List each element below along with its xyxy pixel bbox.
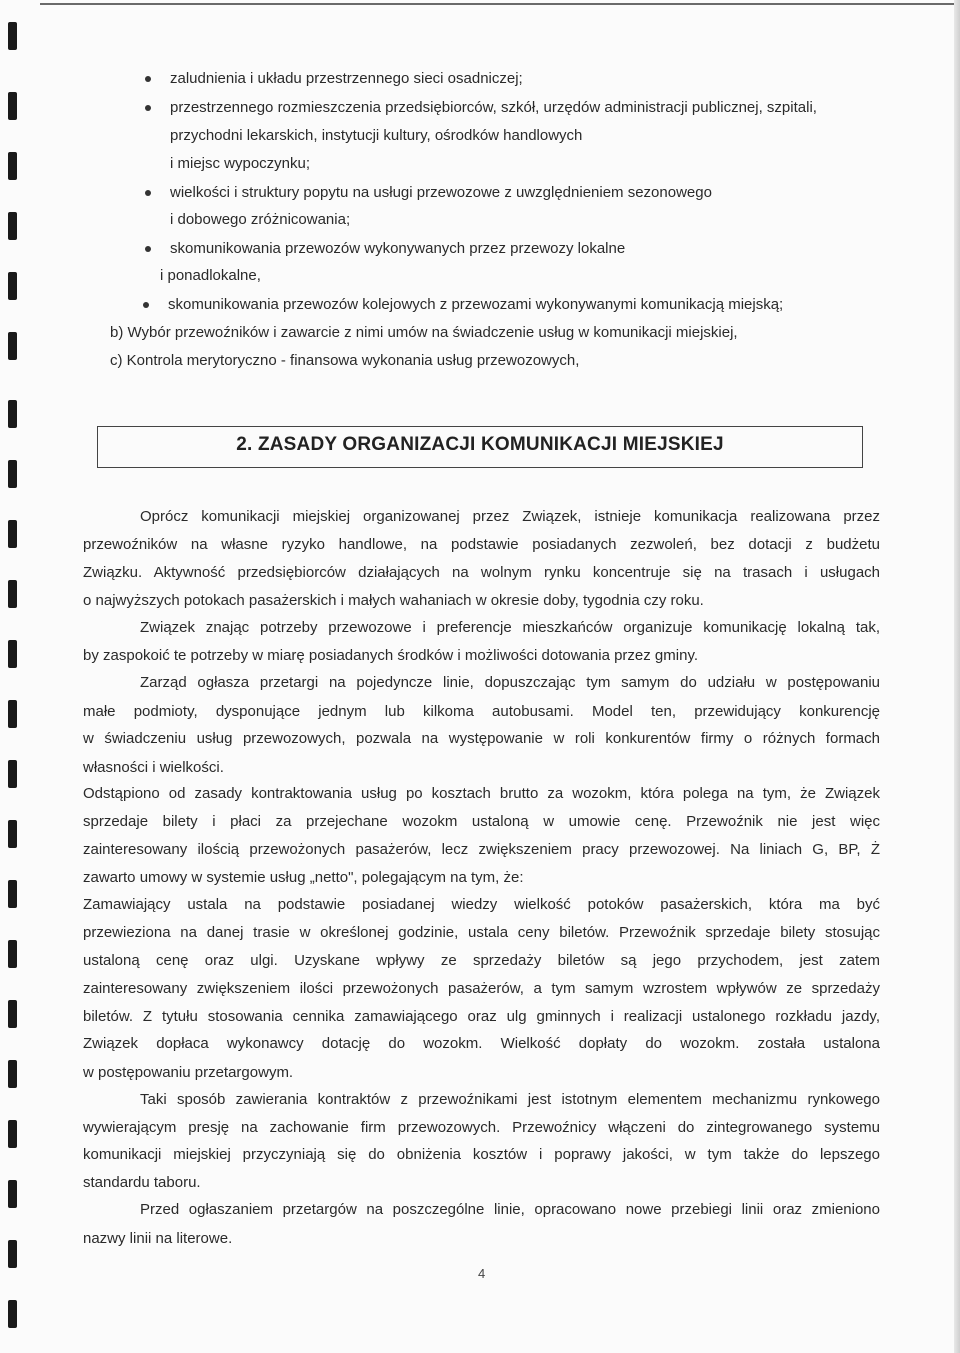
page-edge-shadow xyxy=(954,0,960,1353)
section-heading-box xyxy=(97,426,863,468)
body-line: Oprócz komunikacji miejskiej organizowanej przez Związek, istnieje komunikacja realizowana przez xyxy=(140,508,880,525)
body-line: przewoźników na własne ryzyko handlowe, na podstawie posiadanych zezwoleń, bez dotacji z budżetu xyxy=(83,536,880,553)
body-line: Związku. Aktywność przedsiębiorców działających na wolnym rynku koncentruje się na trasach i usługach xyxy=(83,564,880,581)
binder-hole xyxy=(8,272,17,300)
body-line: sprzedaje bilety i płaci za przejechane wozokm ustaloną w umowie cenę. Przewoźnik nie jest więc xyxy=(83,813,880,830)
bullet-text: zaludnienia i układu przestrzennego sieci osadniczej; xyxy=(170,70,523,87)
binder-hole xyxy=(8,1120,17,1148)
body-line: nazwy linii na literowe. xyxy=(83,1230,233,1247)
binder-hole xyxy=(8,700,17,728)
binder-hole xyxy=(8,460,17,488)
body-line: Związek znając potrzeby przewozowe i preferencje mieszkańców organizuje komunikację lokalną tak, xyxy=(140,619,880,636)
body-line: w postępowaniu przetargowym. xyxy=(83,1064,294,1081)
body-line: Przed ogłaszaniem przetargów na poszczególne linie, opracowano nowe przebiegi linii oraz zmieniono xyxy=(140,1201,880,1218)
binder-hole xyxy=(8,880,17,908)
binder-hole xyxy=(8,580,17,608)
binder-hole xyxy=(8,640,17,668)
page-number: 4 xyxy=(478,1266,486,1281)
body-line: biletów. Z tytułu stosowania cennika zamawiającego oraz ulg gminnych i realizacji ustalonego rozkładu jazdy, xyxy=(83,1008,880,1025)
binder-holes xyxy=(6,0,22,1353)
bullet-text: i dobowego zróżnicowania; xyxy=(170,211,351,228)
bullet-dot xyxy=(145,246,151,252)
binder-hole xyxy=(8,152,17,180)
top-rule xyxy=(40,3,955,5)
bullet-dot xyxy=(145,76,151,82)
body-line: o najwyższych potokach pasażerskich i małych wahaniach w okresie doby, tygodnia czy roku. xyxy=(83,592,704,609)
bullet-dot xyxy=(145,190,151,196)
bullet-dot xyxy=(143,302,149,308)
binder-hole xyxy=(8,1300,17,1328)
list-item-c: c) Kontrola merytoryczno - finansowa wykonania usług przewozowych, xyxy=(110,352,580,369)
binder-hole xyxy=(8,332,17,360)
bullet-text: i ponadlokalne, xyxy=(160,267,261,284)
binder-hole xyxy=(8,22,17,50)
bullet-text: wielkości i struktury popytu na usługi przewozowe z uwzględnieniem sezonowego xyxy=(170,184,712,201)
body-line: Zarząd ogłasza przetargi na pojedyncze linie, dopuszczając tym samym do udziału w postępowaniu xyxy=(140,674,880,691)
binder-hole xyxy=(8,1060,17,1088)
body-line: zawarto umowy w systemie usług „netto", polegającym na tym, że: xyxy=(83,869,524,886)
binder-hole xyxy=(8,92,17,120)
section-heading: 2. ZASADY ORGANIZACJI KOMUNIKACJI MIEJSKIEJ xyxy=(236,434,724,455)
list-item-b: b) Wybór przewoźników i zawarcie z nimi umów na świadczenie usług w komunikacji miejskiej, xyxy=(110,324,738,341)
binder-hole xyxy=(8,820,17,848)
body-line: przewieziona na danej trasie w określonej godzinie, ustala ceny biletów. Przewoźnik sprzedaje bilety stosując xyxy=(83,924,880,941)
body-line: ustaloną cenę oraz ulgi. Uzyskane wpływy ze sprzedaży biletów są jego przychodem, jest zatem xyxy=(83,952,880,969)
body-line: standardu taboru. xyxy=(83,1174,201,1191)
binder-hole xyxy=(8,1000,17,1028)
bullet-dot xyxy=(145,105,151,111)
body-line: wywierającym presję na zachowanie firm przewozowych. Przewoźnicy włączeni do zintegrowanego systemu xyxy=(83,1119,880,1136)
body-line: Odstąpiono od zasady kontraktowania usług po kosztach brutto za wozokm, która polega na tym, że Związek xyxy=(83,785,880,802)
binder-hole xyxy=(8,1240,17,1268)
body-line: w świadczeniu usług przewozowych, pozwala na występowanie w roli konkurentów firmy o różnych formach xyxy=(83,730,880,747)
body-line: Taki sposób zawierania kontraktów z przewoźnikami jest istotnym elementem mechanizmu rynkowego xyxy=(140,1091,880,1108)
bullet-text: przestrzennego rozmieszczenia przedsiębiorców, szkół, urzędów administracji publicznej, szpitali, xyxy=(170,99,817,116)
binder-hole xyxy=(8,400,17,428)
bullet-text: przychodni lekarskich, instytucji kultury, ośrodków handlowych xyxy=(170,127,583,144)
body-line: małe podmioty, dysponujące jednym lub kilkoma autobusami. Model ten, przewidujący konkurencję xyxy=(83,703,880,720)
binder-hole xyxy=(8,760,17,788)
body-line: zainteresowany ilością przewożonych pasażerów, lecz zwiększeniem pracy przewozowej. Na liniach G, BP, Ż xyxy=(83,841,880,858)
body-line: zainteresowany zwiększeniem ilości przewożonych pasażerów, a tym samym wzrostem wpływów ze sprzedaży xyxy=(83,980,880,997)
binder-hole xyxy=(8,940,17,968)
bullet-text: skomunikowania przewozów kolejowych z przewozami wykonywanymi komunikacją miejską; xyxy=(168,296,784,313)
bullet-text: skomunikowania przewozów wykonywanych przez przewozy lokalne xyxy=(170,240,626,257)
binder-hole xyxy=(8,212,17,240)
body-line: komunikacji miejskiej przyczyniają się do obniżenia kosztów i poprawy jakości, w tym także do lepszego xyxy=(83,1146,880,1163)
bullet-text: i miejsc wypoczynku; xyxy=(170,155,311,172)
body-line: Związek dopłaca wykonawcy dotację do wozokm. Wielkość dopłaty do wozokm. została ustalona xyxy=(83,1035,880,1052)
body-line: by zaspokoić te potrzeby w miarę posiadanych środków i możliwości dotowania przez gminy. xyxy=(83,647,698,664)
binder-hole xyxy=(8,1180,17,1208)
body-line: Zamawiający ustala na podstawie posiadanej wiedzy wielkość potoków pasażerskich, która ma być xyxy=(83,896,880,913)
binder-hole xyxy=(8,520,17,548)
body-line: własności i wielkości. xyxy=(83,759,224,776)
